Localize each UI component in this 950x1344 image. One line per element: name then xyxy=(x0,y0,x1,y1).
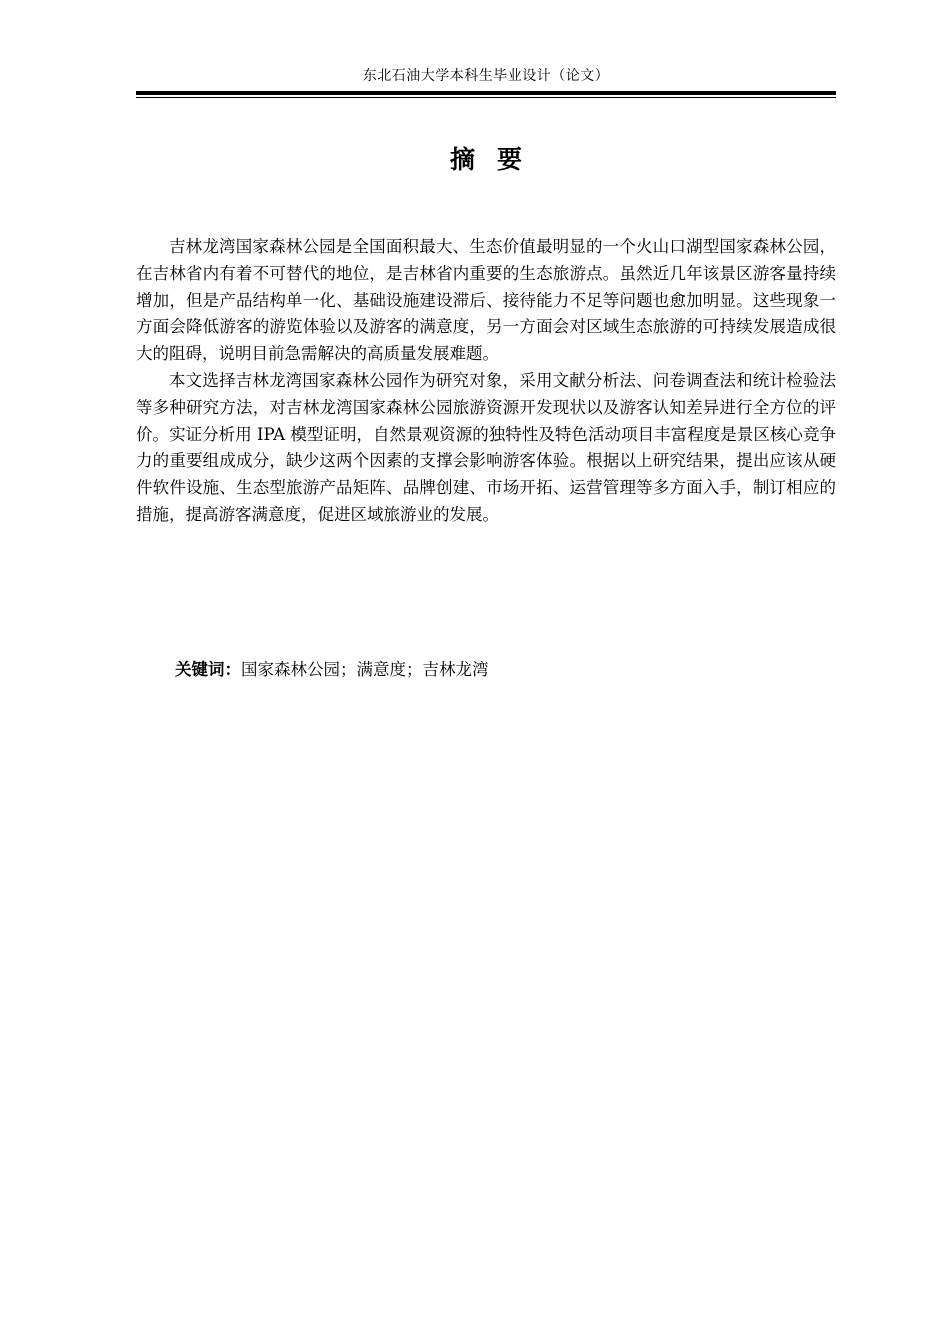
abstract-title: 摘要 xyxy=(449,145,544,174)
running-header: 东北石油大学本科生毕业设计（论文） xyxy=(362,68,610,84)
keywords-line xyxy=(175,657,489,683)
header-rule-thin xyxy=(136,97,836,98)
keywords-label: 关键词： xyxy=(175,660,241,679)
abstract-paragraph-2: 本文选择吉林龙湾国家森林公园作为研究对象，采用文献分析法、问卷调查法和统计检验法等多种研究方法，对吉林龙湾国家森林公园旅游资源开发现状以及游客认知差异进行全方位的评价。实证分析用 IPA 模型证明，自然景观资源的独特性及特色活动项目丰富程度是景区核心竞争力的重要组成成分，缺少这两个因素的支撑会影响游客体验。根据以上研究结果，提出应该从硬件软件设施、生态型旅游产品矩阵、品牌创建、市场开拓、运营管理等多方面入手，制订相应的措施，提高游客满意度，促进区域旅游业的发展。 xyxy=(136,370,836,524)
keywords-text: 国家森林公园；满意度；吉林龙湾 xyxy=(241,660,489,679)
abstract-paragraph-1: 吉林龙湾国家森林公园是全国面积最大、生态价值最明显的一个火山口湖型国家森林公园，在吉林省内有着不可替代的地位，是吉林省内重要的生态旅游点。虽然近几年该景区游客量持续增加，但是产品结构单一化、基础设施建设滞后、接待能力不足等问题也愈加明显。这些现象一方面会降低游客的游览体验以及游客的满意度，另一方面会对区域生态旅游的可持续发展造成很大的阻碍，说明目前急需解决的高质量发展难题。 xyxy=(136,237,836,364)
header-rule-thick xyxy=(136,91,836,95)
abstract-body xyxy=(136,234,836,529)
